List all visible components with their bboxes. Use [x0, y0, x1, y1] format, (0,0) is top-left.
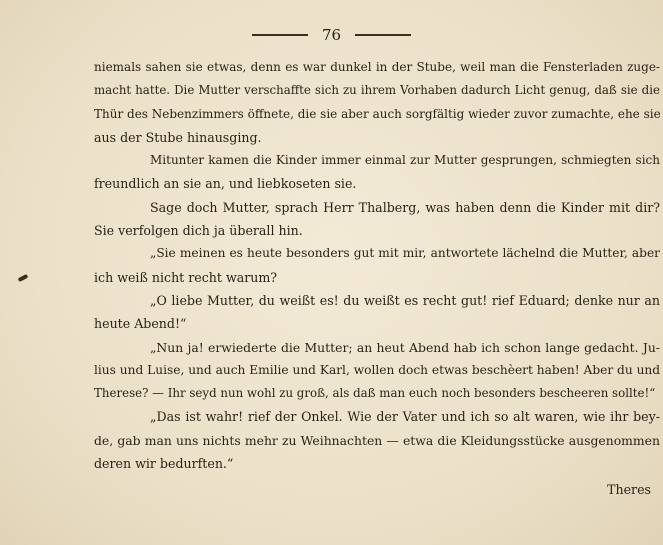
text-line: Therese? — Ihr seyd nun wohl zu groß, als daß man euch noch besonders bescheeren sollte!“ [94, 386, 656, 401]
text-line: ich weiß nicht recht warum? [94, 269, 278, 285]
header-rule-right [355, 34, 411, 36]
text-line: „Nun ja! erwiederte die Mutter; an heut Abend hab ich schon lange gedacht. Ju- [150, 339, 660, 355]
text-line: Sie verfolgen dich ja überall hin. [94, 223, 303, 239]
text-line: lius und Luise, und auch Emilie und Karl, wollen doch etwas beschèert haben! Aber du und [94, 362, 661, 377]
text-line: „O liebe Mutter, du weißt es! du weißt es recht gut! rief Eduard; denke nur an [150, 292, 660, 308]
text-line: Thür des Nebenzimmers öffnete, die sie aber auch sorgfältig wieder zuvor zumachte, ehe sie [94, 106, 661, 121]
catchword: Theres [607, 482, 651, 497]
text-line: macht hatte. Die Mutter verschaffte sich zu ihrem Vorhaben dadurch Licht genug, daß sie die [94, 83, 660, 98]
text-line: heute Abend!“ [94, 316, 187, 332]
text-line: niemals sahen sie etwas, denn es war dunkel in der Stube, weil man die Fensterladen zuge- [94, 60, 660, 74]
text-line: „Das ist wahr! rief der Onkel. Wie der Vater und ich so alt waren, wie ihr bey- [150, 409, 660, 425]
text-line: „Sie meinen es heute besonders gut mit mir, antwortete lächelnd die Mutter, aber [150, 246, 660, 261]
text-line: aus der Stube hinausging. [94, 129, 262, 145]
text-line: de, gab man uns nichts mehr zu Weihnachten — etwa die Kleidungsstücke ausgenommen [94, 432, 660, 448]
text-line: deren wir bedurften.“ [94, 456, 234, 472]
ink-mark [18, 274, 29, 282]
header-rule-left [252, 34, 308, 36]
text-line: Sage doch Mutter, sprach Herr Thalberg, was haben denn die Kinder mit dir? [150, 199, 660, 215]
text-line: Mitunter kamen die Kinder immer einmal zur Mutter gesprungen, schmiegten sich [150, 153, 660, 168]
text-line: freundlich an sie an, und liebkoseten sie. [94, 176, 357, 192]
page-header [0, 26, 663, 44]
page-text [94, 56, 660, 475]
page-number: 76 [321, 26, 342, 44]
